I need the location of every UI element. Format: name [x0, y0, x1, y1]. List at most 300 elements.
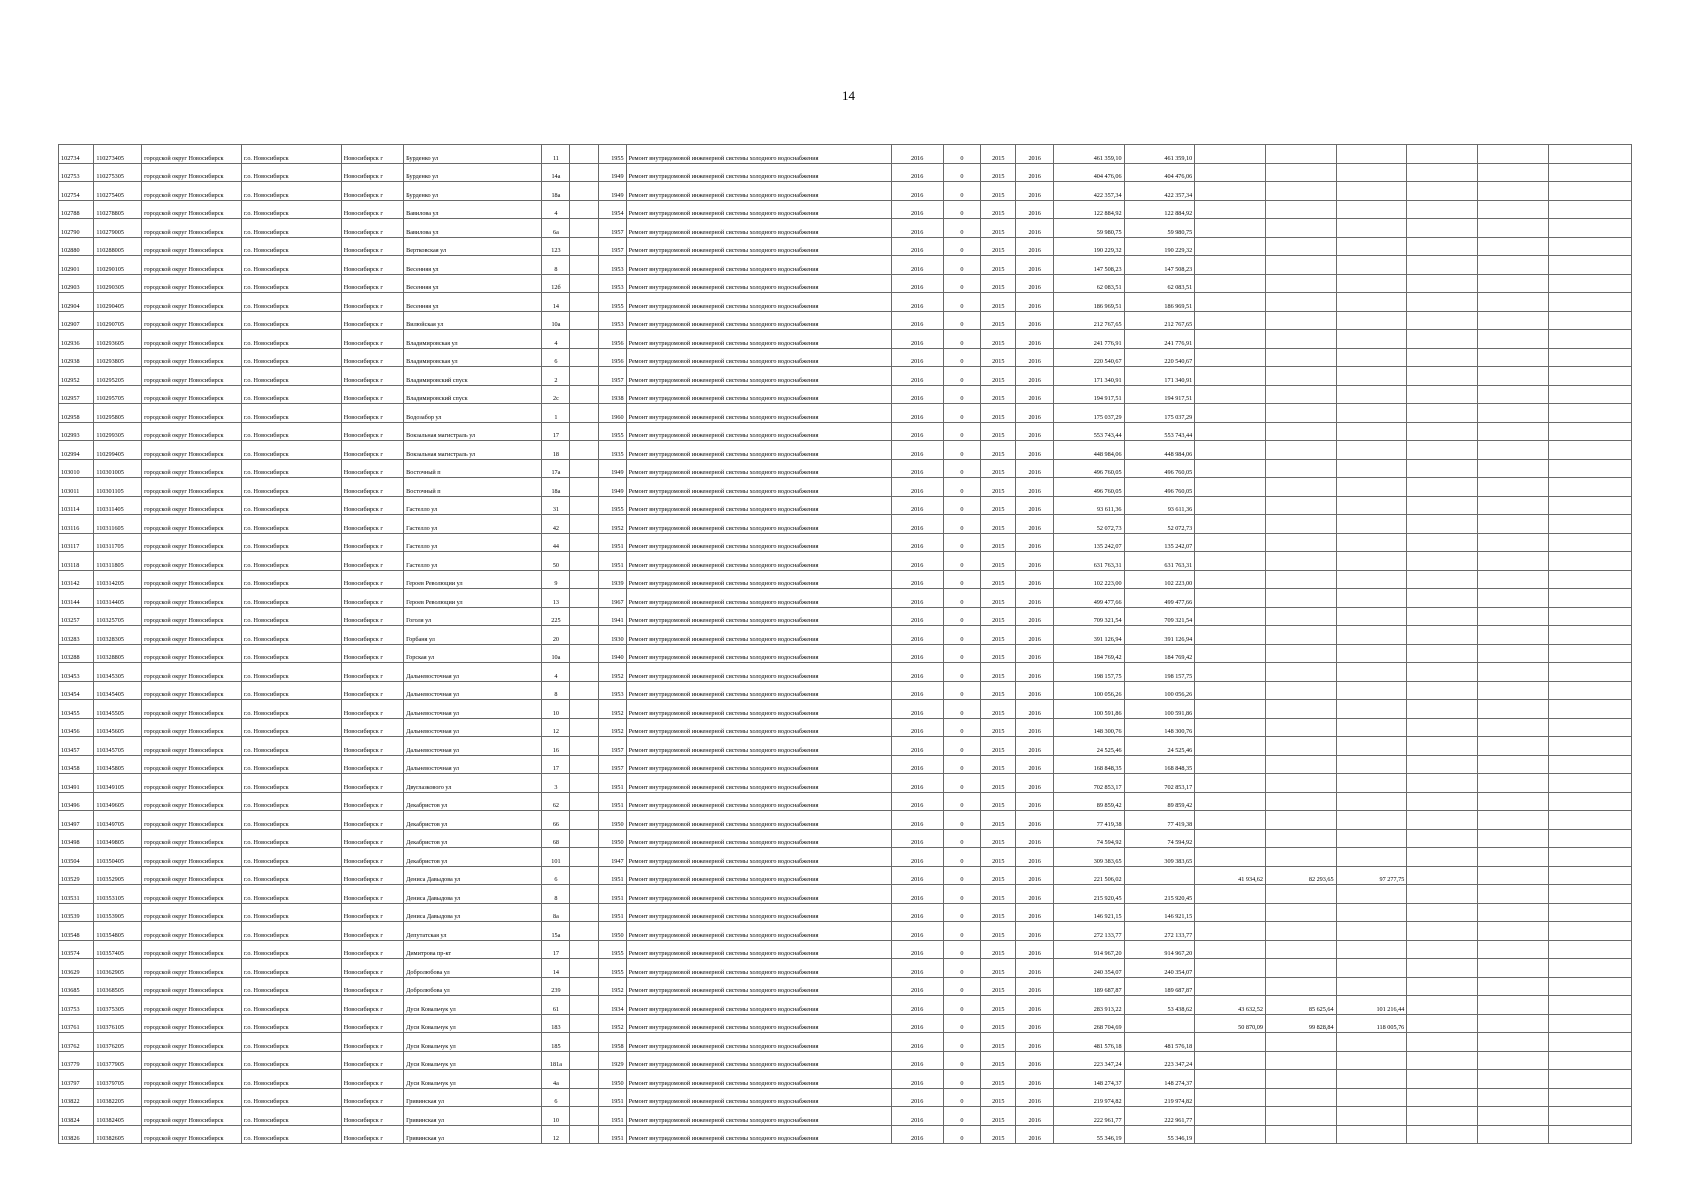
row-year-from: 2015 [981, 681, 1016, 700]
row-total: 100 056,26 [1053, 681, 1124, 700]
row-id: 102907 [59, 311, 94, 330]
row-blank-3 [1477, 404, 1548, 423]
row-work: Ремонт внутридомовой инженерной системы холодного водоснабжения [626, 496, 891, 515]
row-plan-year: 2016 [891, 552, 943, 571]
row-extra-3 [1336, 478, 1407, 497]
row-blank-4 [1548, 1070, 1631, 1089]
row-blank-3 [1477, 570, 1548, 589]
row-work: Ремонт внутридомовой инженерной системы холодного водоснабжения [626, 367, 891, 386]
row-blank-2 [1407, 903, 1478, 922]
row-total: 55 346,19 [1053, 1125, 1124, 1144]
row-municipality: г.о. Новосибирск [241, 1051, 341, 1070]
row-year: 1953 [598, 256, 626, 275]
table-row [59, 1088, 1632, 1107]
row-year: 1934 [598, 996, 626, 1015]
row-extra-3 [1336, 829, 1407, 848]
row-extra-2 [1265, 848, 1336, 867]
row-plan-year: 2016 [891, 718, 943, 737]
row-code: 110273405 [94, 145, 142, 164]
row-sum: 198 157,75 [1124, 663, 1195, 682]
row-district: городской округ Новосибирск [142, 644, 242, 663]
row-municipality: г.о. Новосибирск [241, 533, 341, 552]
row-year-from: 2015 [981, 478, 1016, 497]
row-house: 20 [542, 626, 570, 645]
row-blank-3 [1477, 1088, 1548, 1107]
row-year: 1957 [598, 237, 626, 256]
row-district: городской округ Новосибирск [142, 774, 242, 793]
row-blank-1 [570, 977, 598, 996]
row-blank-4 [1548, 607, 1631, 626]
row-municipality: г.о. Новосибирск [241, 237, 341, 256]
row-blank-3 [1477, 145, 1548, 164]
row-city: Новосибирск г [341, 755, 403, 774]
row-plan-year: 2016 [891, 940, 943, 959]
row-blank-3 [1477, 774, 1548, 793]
row-work: Ремонт внутридомовой инженерной системы холодного водоснабжения [626, 515, 891, 534]
row-year-to: 2016 [1016, 1051, 1053, 1070]
row-plan-year: 2016 [891, 644, 943, 663]
row-id: 102790 [59, 219, 94, 238]
row-blank-4 [1548, 885, 1631, 904]
row-house: 11 [542, 145, 570, 164]
row-blank-2 [1407, 644, 1478, 663]
row-plan-year: 2016 [891, 977, 943, 996]
row-district: городской округ Новосибирск [142, 755, 242, 774]
row-year-to: 2016 [1016, 182, 1053, 201]
row-total: 74 594,92 [1053, 829, 1124, 848]
row-street: Декабристов ул [404, 829, 542, 848]
row-street: Дальневосточная ул [404, 755, 542, 774]
row-blank-4 [1548, 1014, 1631, 1033]
row-extra-2 [1265, 607, 1336, 626]
row-year-from: 2015 [981, 1125, 1016, 1144]
row-year: 1955 [598, 293, 626, 312]
row-blank-3 [1477, 441, 1548, 460]
row-year-from: 2015 [981, 940, 1016, 959]
row-year: 1952 [598, 700, 626, 719]
row-zero: 0 [943, 293, 980, 312]
row-extra-1 [1195, 792, 1266, 811]
row-extra-1 [1195, 589, 1266, 608]
row-district: городской округ Новосибирск [142, 200, 242, 219]
row-district: городской округ Новосибирск [142, 441, 242, 460]
row-district: городской округ Новосибирск [142, 367, 242, 386]
row-blank-3 [1477, 737, 1548, 756]
row-extra-3 [1336, 644, 1407, 663]
row-city: Новосибирск г [341, 274, 403, 293]
row-street: Дуси Ковальчук ул [404, 1014, 542, 1033]
row-work: Ремонт внутридомовой инженерной системы холодного водоснабжения [626, 552, 891, 571]
row-extra-1 [1195, 663, 1266, 682]
row-blank-1 [570, 478, 598, 497]
row-code: 110349805 [94, 829, 142, 848]
row-blank-2 [1407, 885, 1478, 904]
row-blank-2 [1407, 163, 1478, 182]
row-year-to: 2016 [1016, 459, 1053, 478]
row-blank-3 [1477, 422, 1548, 441]
row-house: 18 [542, 441, 570, 460]
row-blank-2 [1407, 848, 1478, 867]
row-sum: 461 359,10 [1124, 145, 1195, 164]
row-year-to: 2016 [1016, 940, 1053, 959]
row-blank-1 [570, 256, 598, 275]
row-street: Гастелло ул [404, 533, 542, 552]
row-district: городской округ Новосибирск [142, 811, 242, 830]
row-street: Дениса Давыдова ул [404, 885, 542, 904]
row-extra-3 [1336, 737, 1407, 756]
row-blank-4 [1548, 774, 1631, 793]
row-work: Ремонт внутридомовой инженерной системы холодного водоснабжения [626, 996, 891, 1015]
row-blank-1 [570, 811, 598, 830]
row-zero: 0 [943, 533, 980, 552]
row-year-from: 2015 [981, 293, 1016, 312]
row-street: Дальневосточная ул [404, 681, 542, 700]
row-total: 309 383,65 [1053, 848, 1124, 867]
row-code: 110350405 [94, 848, 142, 867]
row-year-to: 2016 [1016, 441, 1053, 460]
row-house: 185 [542, 1033, 570, 1052]
table-row [59, 515, 1632, 534]
row-extra-1 [1195, 237, 1266, 256]
row-extra-1 [1195, 145, 1266, 164]
row-blank-3 [1477, 866, 1548, 885]
row-blank-2 [1407, 607, 1478, 626]
row-street: Вокзальная магистраль ул [404, 422, 542, 441]
row-extra-2: 82 293,65 [1265, 866, 1336, 885]
row-plan-year: 2016 [891, 885, 943, 904]
row-extra-2 [1265, 367, 1336, 386]
row-year-to: 2016 [1016, 348, 1053, 367]
row-blank-2 [1407, 330, 1478, 349]
row-code: 110293605 [94, 330, 142, 349]
table-row [59, 552, 1632, 571]
row-code: 110345805 [94, 755, 142, 774]
row-blank-1 [570, 219, 598, 238]
row-plan-year: 2016 [891, 866, 943, 885]
row-work: Ремонт внутридомовой инженерной системы холодного водоснабжения [626, 311, 891, 330]
row-year-from: 2015 [981, 848, 1016, 867]
row-extra-1 [1195, 811, 1266, 830]
row-municipality: г.о. Новосибирск [241, 903, 341, 922]
row-sum: 499 477,66 [1124, 589, 1195, 608]
row-plan-year: 2016 [891, 922, 943, 941]
row-extra-3 [1336, 589, 1407, 608]
row-blank-4 [1548, 478, 1631, 497]
row-blank-2 [1407, 866, 1478, 885]
row-sum: 62 083,51 [1124, 274, 1195, 293]
row-year-from: 2015 [981, 385, 1016, 404]
row-blank-4 [1548, 903, 1631, 922]
row-extra-1 [1195, 626, 1266, 645]
row-blank-2 [1407, 1014, 1478, 1033]
row-blank-1 [570, 441, 598, 460]
row-municipality: г.о. Новосибирск [241, 681, 341, 700]
table-row [59, 1033, 1632, 1052]
row-municipality: г.о. Новосибирск [241, 885, 341, 904]
row-blank-3 [1477, 903, 1548, 922]
row-code: 110382605 [94, 1125, 142, 1144]
row-plan-year: 2016 [891, 755, 943, 774]
row-total: 220 540,67 [1053, 348, 1124, 367]
row-blank-2 [1407, 626, 1478, 645]
row-district: городской округ Новосибирск [142, 311, 242, 330]
row-blank-1 [570, 774, 598, 793]
row-extra-2 [1265, 1088, 1336, 1107]
row-work: Ремонт внутридомовой инженерной системы холодного водоснабжения [626, 811, 891, 830]
row-year: 1949 [598, 478, 626, 497]
row-sum [1124, 866, 1195, 885]
row-year: 1952 [598, 663, 626, 682]
row-year-from: 2015 [981, 644, 1016, 663]
row-total: 222 961,77 [1053, 1107, 1124, 1126]
row-street: Горбаня ул [404, 626, 542, 645]
row-sum: 186 969,51 [1124, 293, 1195, 312]
row-blank-3 [1477, 792, 1548, 811]
row-year-from: 2015 [981, 1070, 1016, 1089]
row-extra-3 [1336, 404, 1407, 423]
row-year: 1950 [598, 829, 626, 848]
row-district: городской округ Новосибирск [142, 589, 242, 608]
row-id: 103457 [59, 737, 94, 756]
row-year: 1951 [598, 774, 626, 793]
row-total: 77 419,38 [1053, 811, 1124, 830]
row-extra-2 [1265, 1107, 1336, 1126]
row-blank-1 [570, 959, 598, 978]
row-code: 110275405 [94, 182, 142, 201]
row-extra-2 [1265, 478, 1336, 497]
row-extra-2: 99 828,84 [1265, 1014, 1336, 1033]
row-year: 1941 [598, 607, 626, 626]
row-code: 110290405 [94, 293, 142, 312]
row-district: городской округ Новосибирск [142, 1107, 242, 1126]
row-work: Ремонт внутридомовой инженерной системы холодного водоснабжения [626, 274, 891, 293]
row-blank-1 [570, 792, 598, 811]
row-extra-2 [1265, 1125, 1336, 1144]
row-blank-3 [1477, 478, 1548, 497]
row-zero: 0 [943, 552, 980, 571]
row-extra-1 [1195, 959, 1266, 978]
row-city: Новосибирск г [341, 1033, 403, 1052]
row-extra-3 [1336, 367, 1407, 386]
row-plan-year: 2016 [891, 1014, 943, 1033]
row-extra-3: 118 005,76 [1336, 1014, 1407, 1033]
row-extra-2 [1265, 163, 1336, 182]
row-zero: 0 [943, 644, 980, 663]
row-extra-3 [1336, 311, 1407, 330]
row-blank-4 [1548, 441, 1631, 460]
row-blank-1 [570, 200, 598, 219]
row-work: Ремонт внутридомовой инженерной системы холодного водоснабжения [626, 422, 891, 441]
row-plan-year: 2016 [891, 404, 943, 423]
row-city: Новосибирск г [341, 903, 403, 922]
row-code: 110314405 [94, 589, 142, 608]
row-year-to: 2016 [1016, 274, 1053, 293]
table-row [59, 533, 1632, 552]
row-year-from: 2015 [981, 589, 1016, 608]
row-plan-year: 2016 [891, 589, 943, 608]
row-year-to: 2016 [1016, 1033, 1053, 1052]
row-blank-4 [1548, 1088, 1631, 1107]
row-district: городской округ Новосибирск [142, 885, 242, 904]
row-city: Новосибирск г [341, 866, 403, 885]
row-code: 110311405 [94, 496, 142, 515]
row-district: городской округ Новосибирск [142, 237, 242, 256]
row-code: 110311605 [94, 515, 142, 534]
row-extra-3 [1336, 663, 1407, 682]
row-year-to: 2016 [1016, 1107, 1053, 1126]
row-work: Ремонт внутридомовой инженерной системы холодного водоснабжения [626, 293, 891, 312]
row-zero: 0 [943, 459, 980, 478]
row-year-from: 2015 [981, 885, 1016, 904]
row-blank-2 [1407, 385, 1478, 404]
row-work: Ремонт внутридомовой инженерной системы холодного водоснабжения [626, 866, 891, 885]
row-blank-2 [1407, 1033, 1478, 1052]
table-row [59, 496, 1632, 515]
row-year-from: 2015 [981, 792, 1016, 811]
row-year-from: 2015 [981, 145, 1016, 164]
row-code: 110357405 [94, 940, 142, 959]
row-extra-2 [1265, 940, 1336, 959]
row-id: 103762 [59, 1033, 94, 1052]
row-city: Новосибирск г [341, 163, 403, 182]
row-year-from: 2015 [981, 700, 1016, 719]
row-street: Героев Революции ул [404, 589, 542, 608]
row-year-to: 2016 [1016, 570, 1053, 589]
row-total: 175 037,29 [1053, 404, 1124, 423]
row-year: 1951 [598, 533, 626, 552]
row-district: городской округ Новосибирск [142, 848, 242, 867]
row-municipality: г.о. Новосибирск [241, 737, 341, 756]
row-extra-1 [1195, 385, 1266, 404]
row-work: Ремонт внутридомовой инженерной системы холодного водоснабжения [626, 663, 891, 682]
row-extra-3 [1336, 1125, 1407, 1144]
row-total: 146 921,15 [1053, 903, 1124, 922]
row-blank-3 [1477, 1033, 1548, 1052]
row-year-to: 2016 [1016, 145, 1053, 164]
row-city: Новосибирск г [341, 626, 403, 645]
row-blank-4 [1548, 237, 1631, 256]
row-work: Ремонт внутридомовой инженерной системы холодного водоснабжения [626, 792, 891, 811]
row-city: Новосибирск г [341, 977, 403, 996]
row-sum: 422 357,34 [1124, 182, 1195, 201]
row-work: Ремонт внутридомовой инженерной системы холодного водоснабжения [626, 145, 891, 164]
row-extra-2 [1265, 330, 1336, 349]
row-year-from: 2015 [981, 219, 1016, 238]
row-sum: 89 859,42 [1124, 792, 1195, 811]
row-municipality: г.о. Новосибирск [241, 1033, 341, 1052]
row-id: 103116 [59, 515, 94, 534]
row-year-to: 2016 [1016, 700, 1053, 719]
row-code: 110290705 [94, 311, 142, 330]
row-blank-3 [1477, 996, 1548, 1015]
row-municipality: г.о. Новосибирск [241, 663, 341, 682]
row-plan-year: 2016 [891, 1107, 943, 1126]
row-blank-1 [570, 311, 598, 330]
row-blank-3 [1477, 663, 1548, 682]
row-year-from: 2015 [981, 459, 1016, 478]
row-extra-1 [1195, 459, 1266, 478]
row-year-from: 2015 [981, 626, 1016, 645]
row-house: 1 [542, 404, 570, 423]
row-city: Новосибирск г [341, 1125, 403, 1144]
row-district: городской округ Новосибирск [142, 256, 242, 275]
row-extra-1 [1195, 755, 1266, 774]
row-id: 103497 [59, 811, 94, 830]
row-municipality: г.о. Новосибирск [241, 496, 341, 515]
row-total: 102 223,00 [1053, 570, 1124, 589]
row-work: Ремонт внутридомовой инженерной системы холодного водоснабжения [626, 737, 891, 756]
row-extra-1 [1195, 274, 1266, 293]
row-code: 110377905 [94, 1051, 142, 1070]
row-municipality: г.о. Новосибирск [241, 200, 341, 219]
table-row [59, 145, 1632, 164]
row-municipality: г.о. Новосибирск [241, 422, 341, 441]
row-extra-2 [1265, 1033, 1336, 1052]
row-zero: 0 [943, 441, 980, 460]
row-blank-1 [570, 922, 598, 941]
row-blank-2 [1407, 441, 1478, 460]
row-work: Ремонт внутридомовой инженерной системы холодного водоснабжения [626, 256, 891, 275]
row-city: Новосибирск г [341, 200, 403, 219]
row-year-from: 2015 [981, 311, 1016, 330]
row-total: 391 126,94 [1053, 626, 1124, 645]
row-blank-3 [1477, 1014, 1548, 1033]
row-extra-1 [1195, 182, 1266, 201]
row-blank-1 [570, 330, 598, 349]
row-municipality: г.о. Новосибирск [241, 459, 341, 478]
row-blank-4 [1548, 1033, 1631, 1052]
row-year: 1953 [598, 311, 626, 330]
row-year-to: 2016 [1016, 1125, 1053, 1144]
row-city: Новосибирск г [341, 959, 403, 978]
row-extra-1 [1195, 367, 1266, 386]
row-district: городской округ Новосибирск [142, 663, 242, 682]
row-blank-1 [570, 293, 598, 312]
row-code: 110362905 [94, 959, 142, 978]
row-street: Двуглазкового ул [404, 774, 542, 793]
row-total: 215 920,45 [1053, 885, 1124, 904]
row-work: Ремонт внутридомовой инженерной системы холодного водоснабжения [626, 755, 891, 774]
row-total: 404 476,06 [1053, 163, 1124, 182]
row-year-from: 2015 [981, 200, 1016, 219]
row-blank-1 [570, 1125, 598, 1144]
row-year-from: 2015 [981, 274, 1016, 293]
row-house: 10 [542, 700, 570, 719]
row-house: 4 [542, 663, 570, 682]
row-blank-2 [1407, 145, 1478, 164]
row-street: Декабристов ул [404, 792, 542, 811]
table-row [59, 607, 1632, 626]
table-row [59, 1070, 1632, 1089]
row-id: 103011 [59, 478, 94, 497]
row-plan-year: 2016 [891, 811, 943, 830]
row-municipality: г.о. Новосибирск [241, 552, 341, 571]
row-blank-2 [1407, 367, 1478, 386]
row-plan-year: 2016 [891, 219, 943, 238]
row-zero: 0 [943, 755, 980, 774]
row-zero: 0 [943, 700, 980, 719]
row-extra-3 [1336, 256, 1407, 275]
row-street: Вертковская ул [404, 237, 542, 256]
row-street: Восточный п [404, 478, 542, 497]
row-blank-3 [1477, 274, 1548, 293]
row-street: Героев Революции ул [404, 570, 542, 589]
row-extra-2 [1265, 1051, 1336, 1070]
row-id: 103288 [59, 644, 94, 663]
row-extra-3 [1336, 145, 1407, 164]
row-blank-4 [1548, 293, 1631, 312]
row-blank-4 [1548, 811, 1631, 830]
